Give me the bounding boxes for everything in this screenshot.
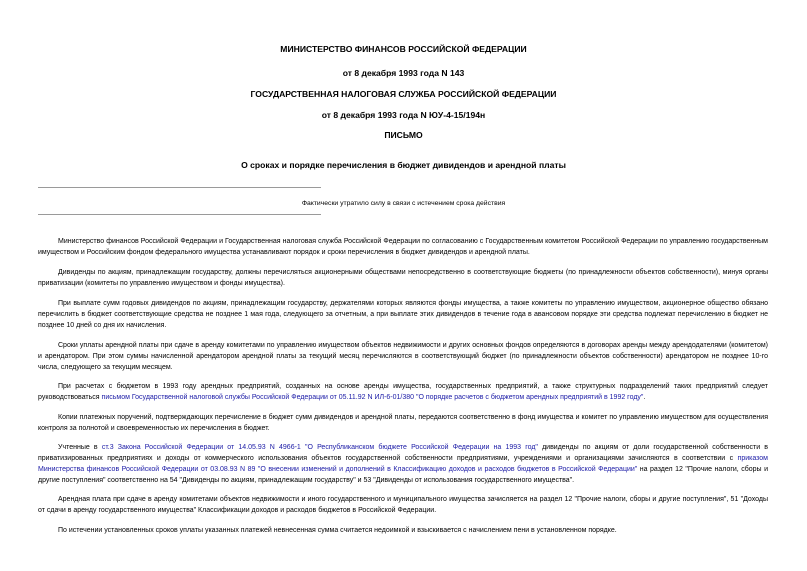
paragraph-7 [38,443,768,487]
finance-ministry-order-link[interactable]: приказом Министерства финансов Российской Федерации от 03.08.93 N 89 "О внесении изменений и дополнений в Классификацию доходов и расходов бюджетов в Российской Федерации" [38,454,768,473]
paragraph-5-text: При расчетах с бюджетом в 1993 году арендных предприятий, созданных на основе аренды имущества, государственных предприятий, а также структурных подразделений таких предприятий следует руководствоваться [38,383,768,401]
paragraph-8: Арендная плата при сдаче в аренду комитетами объектов недвижимости и иного государственного и муниципального имущества зачисляется на раздел 12 "Прочие налоги, сборы и другие поступления", 51 "Доходы от сдачи в аренду государственного имущества" Классификации доходов и расходов бюджетов в Российской Федерации. [38,496,768,514]
ministry-date: от 8 декабря 1993 года N 143 [342,68,465,78]
paragraph-7-middle: дивиденды по акциям от доли государственной собственности в приватизированных предприятиях и доходы от коммерческого использования объектов государственной собственности предприятиями, учреждениями и организациями зачисляются в соответствии с [38,444,768,462]
paragraph-4: Сроки уплаты арендной платы при сдаче в аренду комитетами по управлению имуществом объектов недвижимости и других основных фондов определяются в договорах аренды между арендодателями (комитетом) и арендатором. При этом суммы начисленной арендатором арендной платы за текущий месяц перечисляются в соответствующий бюджет (по принадлежности объектов собственности) арендатором не позднее 10-го числа, следующего за текущим месяцем. [38,342,768,371]
paragraph-5-end: . [643,393,646,401]
tax-service-heading: ГОСУДАРСТВЕННАЯ НАЛОГОВАЯ СЛУЖБА РОССИЙСКОЙ ФЕДЕРАЦИИ [250,89,557,99]
top-separator [38,187,321,188]
bottom-separator [38,214,321,215]
paragraph-9: По истечении установленных сроков уплаты указанных платежей невнесенная сумма считается недоимкой и взыскивается с начислением пени в установленном порядке. [58,527,617,534]
document-type: ПИСЬМО [384,130,423,140]
tax-service-letter-link[interactable]: письмом Государственной налоговой службы Российской Федерации от 05.11.92 N ИЛ-6-01/380 "О порядке расчетов с бюджетом арендных предприятий в 1992 году" [101,393,644,401]
ministry-heading: МИНИСТЕРСТВО ФИНАНСОВ РОССИЙСКОЙ ФЕДЕРАЦИИ [280,44,527,54]
paragraph-5 [38,382,768,404]
paragraph-7-text: Учтенные в [58,444,102,451]
paragraph-1: Министерство финансов Российской Федерации и Государственная налоговая служба Российской Федерации по согласованию с Государственным комитетом Российской Федерации по управлению государственным имуществом и Российским фондом федерального имущества устанавливают порядок и сроки перечисления в бюджет дивидендов и арендной платы. [38,238,768,256]
budget-law-link[interactable]: ст.3 Закона Российской Федерации от 14.05.93 N 4966-1 "О Республиканском бюджете Российской Федерации на 1993 год" [101,444,538,451]
paragraph-3: При выплате сумм годовых дивидендов по акциям, принадлежащим государству, держателями которых являются фонды имущества, а также комитеты по управлению имуществом, акционерное общество обязано перечислить в бюджет соответствующие средства не позднее 1 мая года, следующего за отчетным, а при выплате этих дивидендов в течение года в авансовом порядке эти средства подлежат перечислению в бюджет не позднее 10 дней со дня их начисления. [38,300,768,329]
tax-service-date: от 8 декабря 1993 года N ЮУ-4-15/194н [321,110,486,120]
paragraph-6: Копии платежных поручений, подтверждающих перечисление в бюджет сумм дивидендов и арендной платы, передаются соответственно в фонд имущества и комитет по управлению имуществом для осуществления контроля за полнотой и своевременностью их перечисления в бюджет. [38,414,768,432]
paragraph-2: Дивиденды по акциям, принадлежащим государству, должны перечисляться акционерными обществами непосредственно в соответствующие бюджеты (по принадлежности объектов собственности), минуя органы приватизации (комитеты по управлению имуществом и фонды имущества). [38,269,768,287]
status-note: Фактически утратило силу в связи с истечением срока действия [301,200,506,207]
paragraph-7-end: на раздел 12 "Прочие налоги, сборы и другие поступления" соответственно на 54 "Дивиденды по акциям, принадлежащим государству" и 53 "Дивиденды от использования государственного имущества". [38,465,768,484]
document-title: О сроках и порядке перечисления в бюджет дивидендов и арендной платы [241,160,566,170]
